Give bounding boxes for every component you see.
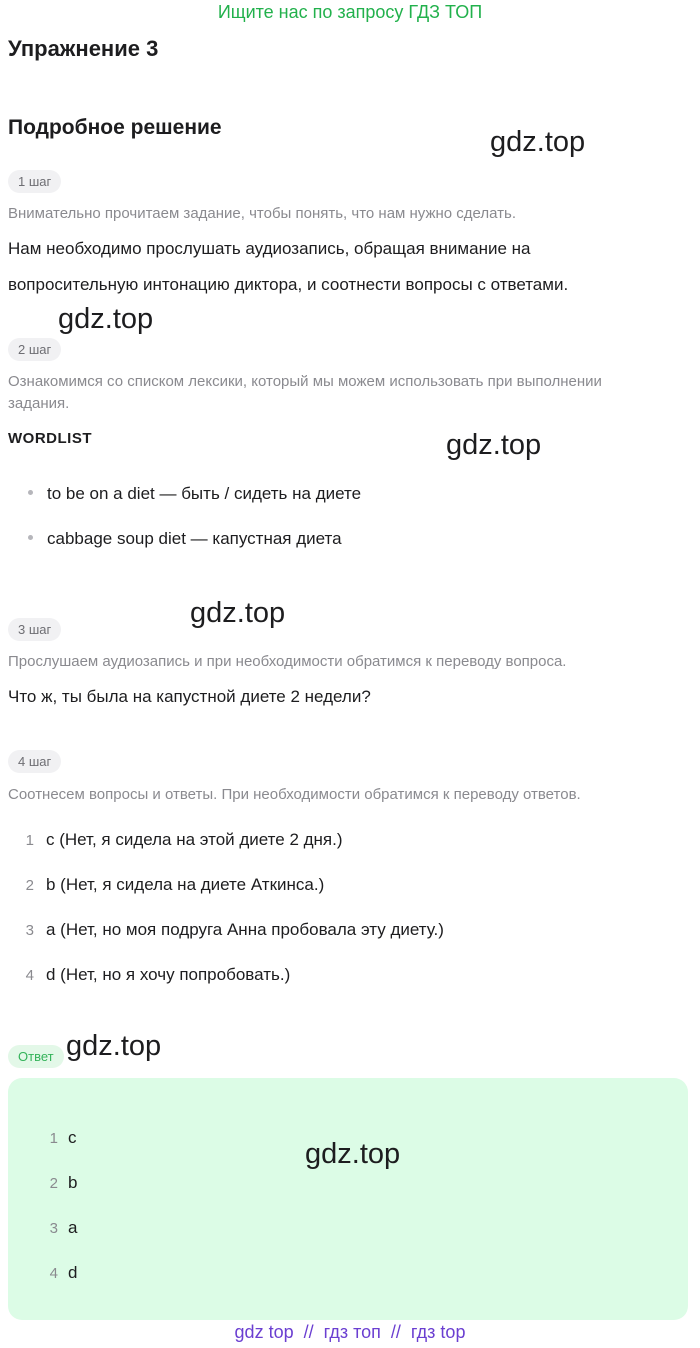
solution-heading: Подробное решение: [8, 116, 222, 139]
item-number: 3: [25, 922, 34, 939]
item-number: 4: [25, 967, 34, 984]
list-item-text: c (Нет, я сидела на этой диете 2 дня.): [46, 830, 343, 849]
footer-links[interactable]: gdz top // гдз топ // гдз top: [234, 1322, 466, 1342]
watermark: gdz.top: [190, 597, 286, 629]
step-text: вопросительную интонацию диктора, и соотнести вопросы с ответами.: [8, 275, 569, 294]
list-item-text: to be on a diet — быть / сидеть на диете: [47, 484, 362, 503]
answer-text: d: [68, 1263, 78, 1282]
watermark: gdz.top: [66, 1030, 162, 1062]
wordlist-heading: WORDLIST: [8, 430, 92, 447]
answer-box: [8, 1078, 688, 1320]
step-instruction: Внимательно прочитаем задание, чтобы понять, что нам нужно сделать.: [8, 205, 517, 222]
item-number: 3: [49, 1220, 58, 1237]
step-instruction: задания.: [8, 395, 70, 412]
bullet-icon: [28, 535, 33, 540]
item-number: 2: [25, 877, 34, 894]
step-badge: 1 шаг: [8, 170, 61, 193]
step-text: Что ж, ты была на капустной диете 2 недели?: [8, 687, 371, 706]
list-item: [22, 875, 324, 895]
step-badge: 4 шаг: [8, 750, 61, 773]
page-title: Упражнение 3: [8, 36, 159, 61]
search-banner: Ищите нас по запросу ГДЗ ТОП: [217, 2, 483, 22]
list-item: [28, 529, 342, 549]
list-item-text: b (Нет, я сидела на диете Аткинса.): [46, 875, 325, 894]
answer-text: b: [68, 1173, 78, 1192]
step-instruction: Прослушаем аудиозапись и при необходимости обратимся к переводу вопроса.: [8, 653, 567, 670]
watermark: gdz.top: [446, 429, 542, 461]
list-item: [22, 830, 343, 850]
answer-badge: Ответ: [8, 1045, 64, 1068]
answer-item: [46, 1263, 77, 1283]
item-number: 1: [49, 1130, 58, 1147]
answer-text: a: [68, 1218, 78, 1237]
list-item-text: d (Нет, но я хочу попробовать.): [46, 965, 291, 984]
list-item: [22, 965, 290, 985]
watermark: gdz.top: [490, 126, 586, 158]
answer-item: [46, 1173, 77, 1193]
watermark: gdz.top: [305, 1138, 401, 1170]
answer-text: c: [68, 1128, 77, 1147]
list-item-text: cabbage soup diet — капустная диета: [47, 529, 342, 548]
list-item: [28, 484, 361, 504]
item-number: 2: [49, 1175, 58, 1192]
step-badge: 2 шаг: [8, 338, 61, 361]
list-item-text: a (Нет, но моя подруга Анна пробовала эту диету.): [46, 920, 444, 939]
step-instruction: Соотнесем вопросы и ответы. При необходимости обратимся к переводу ответов.: [8, 786, 581, 803]
list-item: [22, 920, 444, 940]
bullet-icon: [28, 490, 33, 495]
watermark: gdz.top: [58, 303, 154, 335]
step-text: Нам необходимо прослушать аудиозапись, обращая внимание на: [8, 239, 531, 258]
answer-item: [46, 1218, 77, 1238]
step-instruction: Ознакомимся со списком лексики, который мы можем использовать при выполнении: [8, 373, 602, 390]
step-badge: 3 шаг: [8, 618, 61, 641]
item-number: 4: [49, 1265, 58, 1282]
item-number: 1: [25, 832, 34, 849]
answer-item: [46, 1128, 77, 1148]
